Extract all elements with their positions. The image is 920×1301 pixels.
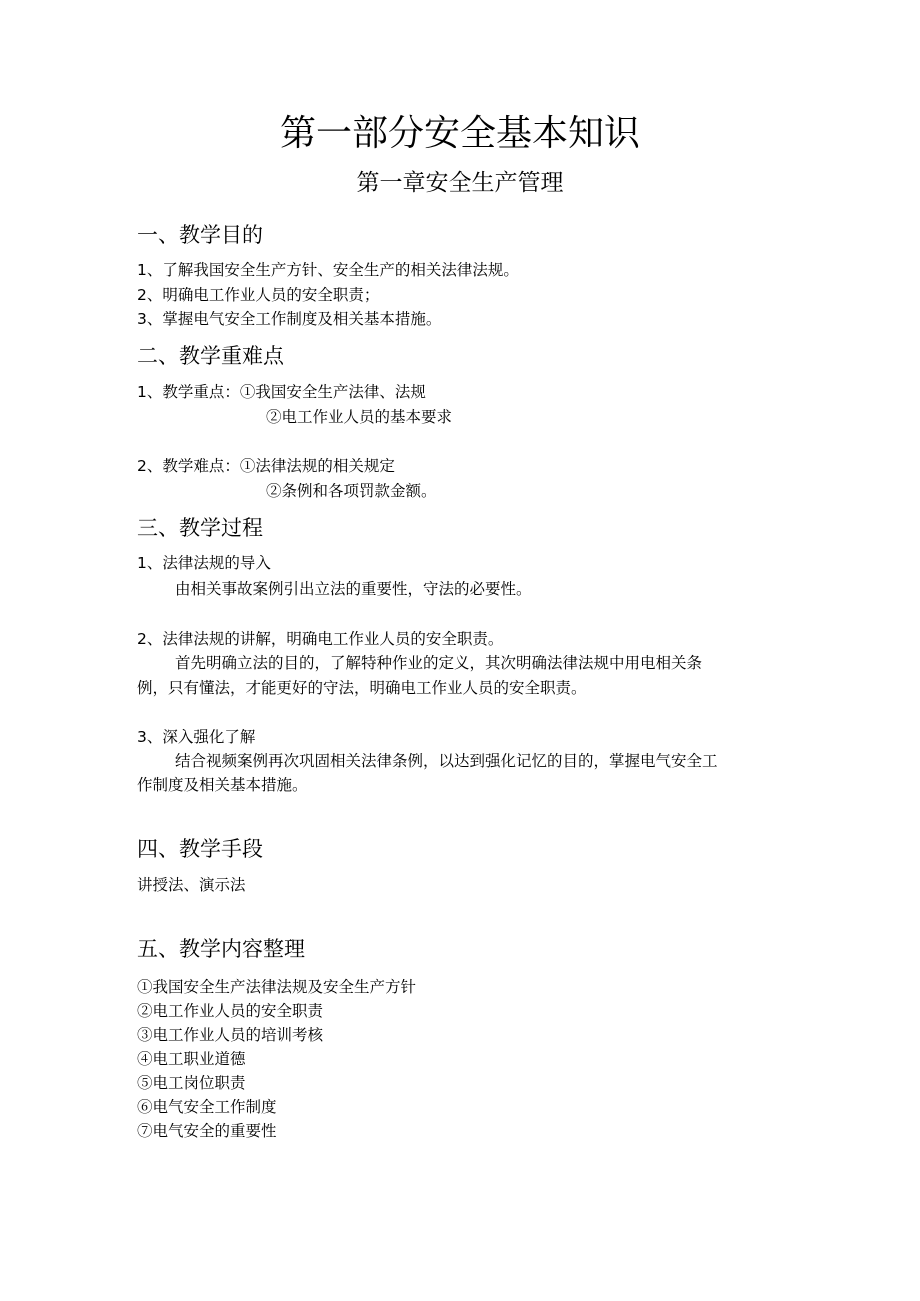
- methods-body: 讲授法、演示法: [137, 876, 246, 894]
- chapter-title: 第一章安全生产管理: [356, 170, 564, 196]
- objective-item-1: 1、了解我国安全生产方针、安全生产的相关法律法规。: [137, 261, 519, 279]
- content-item-4: ④电工职业道德: [137, 1050, 246, 1068]
- process-step-3-title: 3、深入强化了解: [137, 728, 256, 746]
- content-item-7: ⑦电气安全的重要性: [137, 1122, 277, 1140]
- section-heading-content: 五、教学内容整理: [137, 937, 305, 961]
- content-item-1: ①我国安全生产法律法规及安全生产方针: [137, 978, 417, 996]
- key-points-line-2: ②电工作业人员的基本要求: [266, 408, 453, 426]
- content-item-3: ③电工作业人员的培训考核: [137, 1026, 324, 1044]
- process-step-3-body-1: 结合视频案例再次巩固相关法律条例，以达到强化记忆的目的，掌握电气安全工: [175, 752, 718, 770]
- key-points-line-1: 1、教学重点：①我国安全生产法律、法规: [137, 383, 426, 401]
- content-item-5: ⑤电工岗位职责: [137, 1074, 246, 1092]
- process-step-3-body-2: 作制度及相关基本措施。: [137, 776, 308, 794]
- section-heading-key-points: 二、教学重难点: [137, 344, 284, 368]
- section-heading-objectives: 一、教学目的: [137, 223, 263, 247]
- section-heading-process: 三、教学过程: [137, 516, 263, 540]
- objective-item-2: 2、明确电工作业人员的安全职责；: [137, 286, 380, 304]
- process-step-2-title: 2、法律法规的讲解，明确电工作业人员的安全职责。: [137, 630, 504, 648]
- page-title: 第一部分安全基本知识: [279, 113, 640, 154]
- section-heading-methods: 四、教学手段: [137, 837, 263, 861]
- content-item-6: ⑥电气安全工作制度: [137, 1098, 277, 1116]
- objective-item-3: 3、掌握电气安全工作制度及相关基本措施。: [137, 310, 442, 328]
- process-step-1-body: 由相关事故案例引出立法的重要性，守法的必要性。: [175, 580, 532, 598]
- difficult-points-line-1: 2、教学难点：①法律法规的相关规定: [137, 457, 395, 475]
- process-step-2-body-2: 例，只有懂法，才能更好的守法，明确电工作业人员的安全职责。: [137, 679, 587, 697]
- process-step-1-title: 1、法律法规的导入: [137, 554, 271, 572]
- content-item-2: ②电工作业人员的安全职责: [137, 1002, 324, 1020]
- difficult-points-line-2: ②条例和各项罚款金额。: [266, 482, 437, 500]
- process-step-2-body-1: 首先明确立法的目的，了解特种作业的定义，其次明确法律法规中用电相关条: [175, 654, 703, 672]
